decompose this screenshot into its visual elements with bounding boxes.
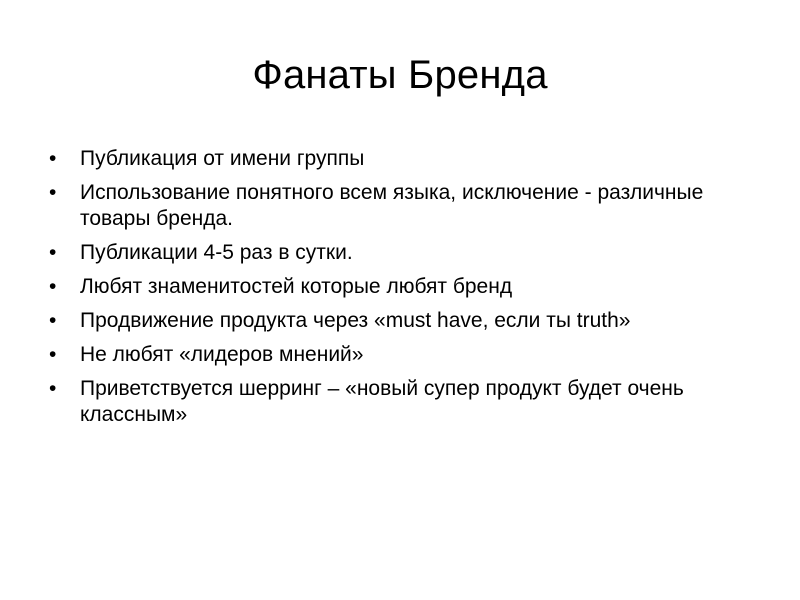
bullet-text: Не любят «лидеров мнений»	[80, 343, 364, 366]
bullet-text: Любят знаменитостей которые любят бренд	[80, 275, 513, 298]
bullet-icon: •	[49, 343, 57, 366]
bullet-item-language-use	[48, 180, 738, 232]
bullet-item-posting-frequency	[48, 240, 738, 266]
bullet-icon: •	[49, 181, 57, 204]
bullet-item-publication-from-group	[48, 146, 738, 172]
bullet-item-sharing	[48, 376, 738, 428]
bullet-text: Продвижение продукта через «must have, если ты truth»	[80, 309, 631, 332]
bullet-icon: •	[49, 377, 57, 400]
bullet-text: Публикации 4-5 раз в сутки.	[80, 241, 353, 264]
bullet-icon: •	[49, 147, 57, 170]
bullet-text: Использование понятного всем языка, исключение - различные товары бренда.	[80, 181, 704, 230]
bullet-icon: •	[49, 309, 57, 332]
bullet-icon: •	[49, 241, 57, 264]
bullet-list	[48, 146, 738, 436]
bullet-item-product-promotion	[48, 308, 738, 334]
bullet-icon: •	[49, 275, 57, 298]
bullet-text: Публикация от имени группы	[80, 147, 365, 170]
slide-title: Фанаты Бренда	[252, 53, 548, 97]
bullet-text: Приветствуется шерринг – «новый супер продукт будет очень классным»	[80, 377, 684, 426]
bullet-item-celebrities	[48, 274, 738, 300]
bullet-item-opinion-leaders	[48, 342, 738, 368]
